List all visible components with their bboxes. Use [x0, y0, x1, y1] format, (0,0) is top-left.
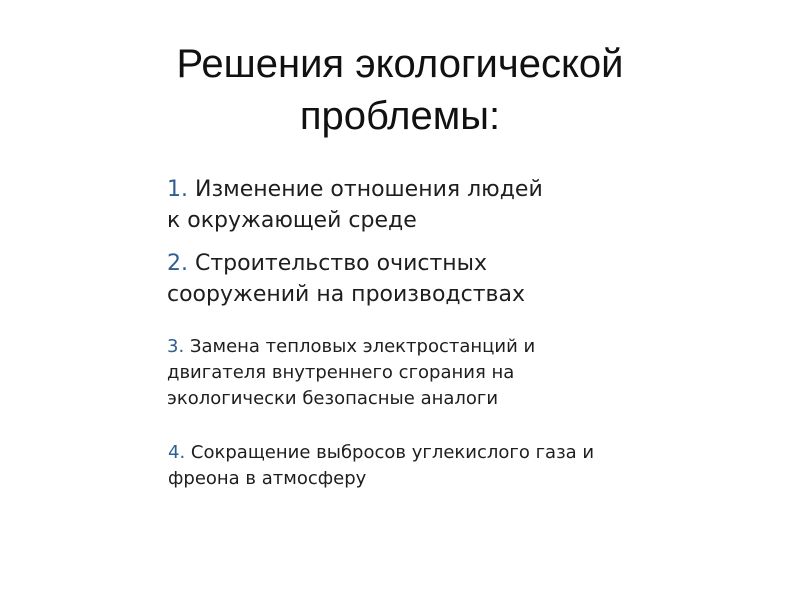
solution-item-3-number: 3. [167, 336, 185, 357]
title-line-2: проблемы: [299, 94, 501, 138]
solution-item-1-text-2: к окружающей среде [167, 208, 417, 233]
solution-item-2-number: 2. [167, 251, 188, 276]
solution-item-3-line-1 [167, 334, 535, 360]
solution-item-1-line-1 [167, 174, 543, 205]
solution-item-4-number: 4. [168, 442, 186, 463]
slide-title [100, 38, 700, 142]
solution-item-1 [167, 174, 543, 236]
solution-item-2 [167, 248, 525, 310]
solution-item-3-text-3: экологически безопасные аналоги [167, 388, 499, 409]
solution-item-2-line-1 [167, 248, 525, 279]
solution-item-1-text-1: Изменение отношения людей [195, 177, 543, 202]
solution-item-4-line-1 [168, 440, 594, 466]
solution-item-4-text-1: Сокращение выбросов углекислого газа и [190, 442, 595, 463]
solution-item-2-text-2: сооружений на производствах [167, 282, 526, 307]
solution-item-2-text-1: Строительство очистных [195, 251, 488, 276]
solution-item-4-text-2: фреона в атмосферу [168, 468, 367, 489]
solution-item-4 [168, 440, 594, 492]
solution-item-3-text-2: двигателя внутреннего сгорания на [167, 362, 515, 383]
title-line-1: Решения экологической [176, 42, 624, 86]
solution-item-3-text-1: Замена тепловых электростанций и [189, 336, 536, 357]
solution-item-1-number: 1. [167, 177, 188, 202]
solution-item-3 [167, 334, 535, 412]
